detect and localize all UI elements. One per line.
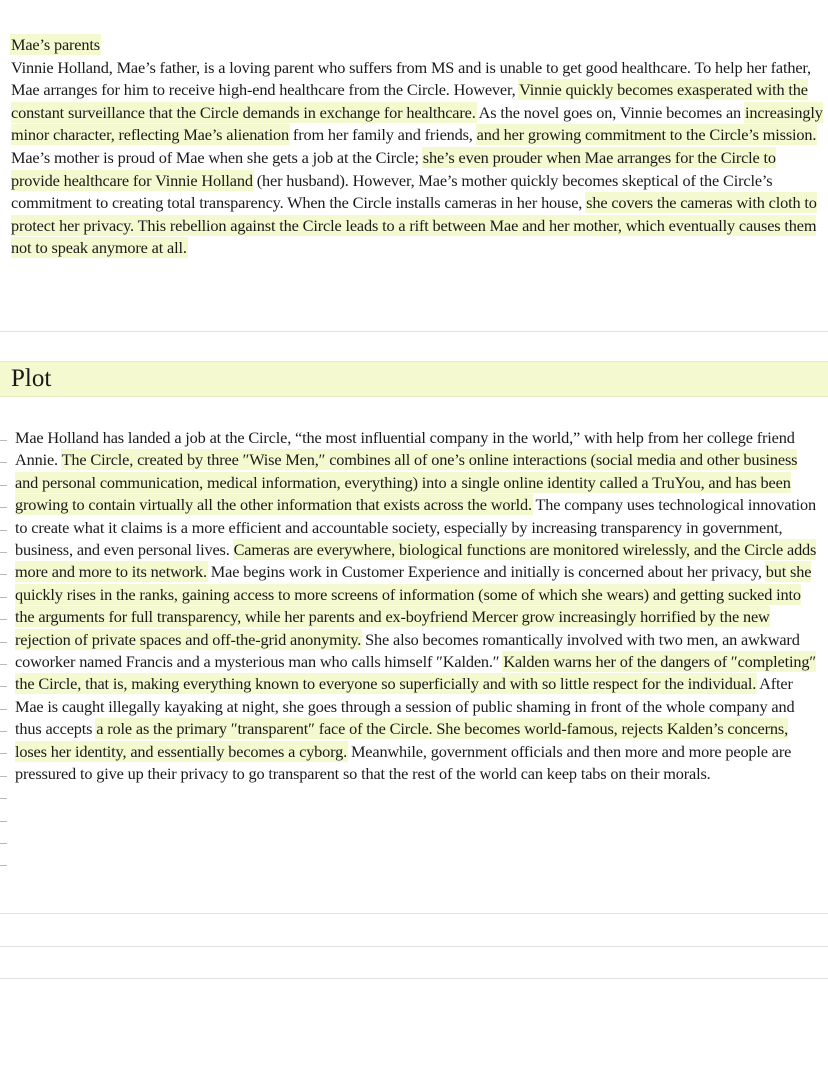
highlighted-text: but she quickly rises in the ranks, gaining access to more screens of information (some of which she wears) and getting sucked into the arguments for full transparency, while her parents and ex-boyfriend Mercer grow increasingly horrified by the new rejection of private spaces and off-the-grid anonymity. (15, 562, 812, 649)
text-run: Mae begins work in Customer Experience and initially is concerned about her privacy, (206, 562, 766, 582)
parents-heading: Mae’s parents (11, 35, 100, 54)
text-run: After Mae is caught illegally kayaking at night, she goes through a session of public shaming in front of the whole company and thus accepts (15, 674, 795, 739)
highlighted-text: she’s even prouder when Mae arranges for the Circle to provide healthcare for Vinnie Holland (11, 147, 776, 190)
text-run: Mae Holland has landed a job at the Circle, “the most influential company in the world,” with help from her college friend Annie. (15, 428, 795, 470)
plot-summary (15, 427, 823, 786)
divider (0, 978, 828, 979)
text-run: The company uses technological innovation to create what it claims is a more efficient and accountable society, especially by increasing transparency in government, business, and even personal lives. (15, 495, 817, 560)
highlighted-text: a role as the primary ″transparent″ face of the Circle. She becomes world-famous, rejects Kalden’s concerns, loses her identity, and essentially becomes a cyborg. (15, 719, 789, 761)
highlighted-text: Vinnie quickly becomes exasperated with the constant surveillance that the Circle demands in exchange for healthcare. (11, 80, 808, 122)
margin-ticks (0, 440, 8, 888)
text-run: (her husband). However, Mae’s mother quickly becomes skeptical of the Circle’s commitment to creating total transparency. When the Circle installs cameras in her house, (11, 170, 773, 213)
text-run: She also becomes romantically involved with two men, an awkward coworker named Francis and a mysterious man who calls himself ″Kalden.″ (15, 629, 800, 672)
plot-section-header (0, 361, 828, 397)
parents-section (11, 34, 823, 260)
highlighted-text: The Circle, created by three ″Wise Men,″ combines all of one’s online interactions (social media and other business and personal communication, medical information, everything) into a single online identity called a TruYou, and has been growing to contain virtually all the other information that exists across the world. (15, 450, 798, 515)
mother-paragraph (11, 147, 823, 260)
divider (0, 331, 828, 332)
divider (0, 913, 828, 914)
text-run: As the novel goes on, Vinnie becomes an (475, 102, 745, 122)
text-run: from her family and friends, (289, 125, 477, 145)
divider (0, 946, 828, 947)
highlighted-text: increasingly minor character, reflecting Mae’s alienation (11, 102, 823, 145)
highlighted-text: and her growing commitment to the Circle’s mission. (476, 125, 817, 145)
highlighted-text: Cameras are everywhere, biological functions are monitored wirelessly, and the Circle adds more and more to its network. (15, 540, 817, 582)
plot-title: Plot (11, 365, 52, 392)
father-paragraph (11, 57, 823, 147)
highlighted-text: Kalden warns her of the dangers of ″completing″ the Circle, that is, making everything known to everyone so superficially and with so little respect for the individual. (15, 652, 816, 694)
plot-paragraph (15, 427, 823, 786)
text-run: Vinnie Holland, Mae’s father, is a loving parent who suffers from MS and is unable to get good healthcare. To help her father, Mae arranges for him to receive high-end healthcare from the Circle. However, (11, 57, 811, 100)
text-run: Meanwhile, government officials and then more and more people are pressured to give up their privacy to go transparent so that the rest of the world can keep tabs on their morals. (15, 741, 792, 784)
highlighted-text: she covers the cameras with cloth to protect her privacy. This rebellion against the Circle leads to a rift between Mae and her mother, which eventually causes them not to speak anymore at all. (11, 193, 817, 258)
text-run: Mae’s mother is proud of Mae when she gets a job at the Circle; (11, 147, 423, 167)
